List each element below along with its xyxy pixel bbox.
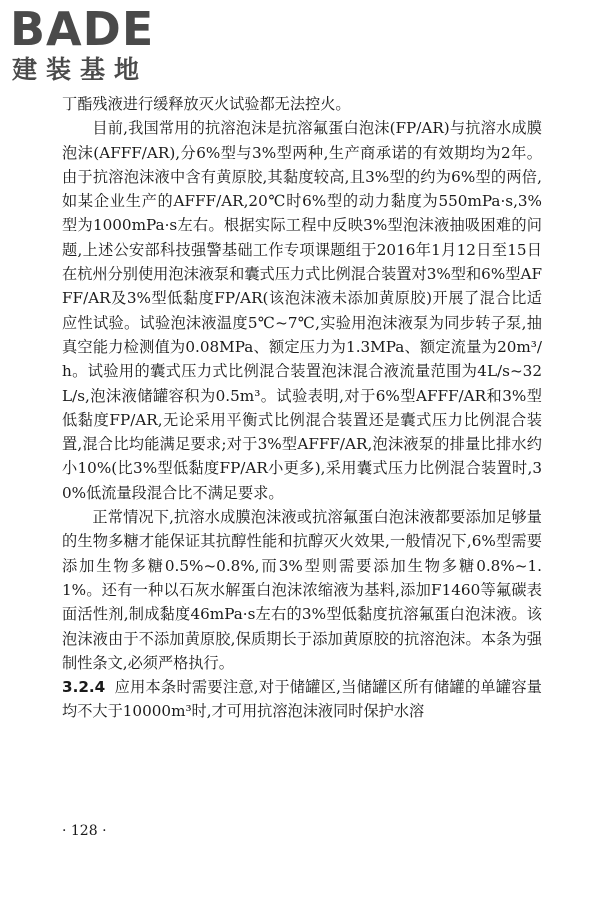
clause-text: 应用本条时需要注意,对于储罐区,当储罐区所有储罐的单罐容量均不大于10000m³时,才可用抗溶泡沫液同时保护水溶 xyxy=(62,678,542,721)
paragraph-continued: 丁酯残液进行缓释放灭火试验都无法控火。 xyxy=(62,95,351,113)
paragraph-foam-types: 目前,我国常用的抗溶泡沫是抗溶氟蛋白泡沫(FP/AR)与抗溶水成膜泡沫(AFFF/AR),分6%型与3%型两种,生产商承诺的有效期均为2年。由于抗溶泡沫液中含有黄原胶,其黏度较高,且3%型的约为6%型的两倍,如某企业生产的AFFF/AR,20℃时6%型的动力黏度为550mPa·s,3%型为1000mPa·s左右。根据实际工程中反映3%型泡沫液抽吸困难的问题,上述公安部科技强警基础工作专项课题组于2016年1月12日至15日在杭州分别使用泡沫液泵和囊式压力式比例混合装置对3%型和6%型AFFF/AR及3%型低黏度FP/AR(该泡沫液未添加黄原胶)开展了混合比适应性试验。试验泡沫液温度5℃~7℃,实验用泡沫液泵为同步转子泵,抽真空能力检测值为0.08MPa、额定压力为1.3MPa、额定流量为20m³/h。试验用的囊式压力式比例混合装置泡沫混合液流量范围为4L/s~32L/s,泡沫液储罐容积为0.5m³。试验表明,对于6%型AFFF/AR和3%型低黏度FP/AR,无论采用平衡式比例混合装置还是囊式压力比例混合装置,混合比均能满足要求;对于3%型AFFF/AR,泡沫液泵的排量比排水约小10%(比3%型低黏度FP/AR小更多),采用囊式压力比例混合装置时,30%低流量段混合比不满足要求。 xyxy=(62,119,542,502)
clause-number: 3.2.4 xyxy=(62,678,106,697)
document-body xyxy=(62,92,542,724)
logo xyxy=(10,2,180,88)
clause-paragraph xyxy=(62,675,542,724)
paragraph-polysaccharide: 正常情况下,抗溶水成膜泡沫液或抗溶氟蛋白泡沫液都要添加足够量的生物多糖才能保证其抗醇性能和抗醇灭火效果,一般情况下,6%型需要添加生物多糖0.5%~0.8%,而3%型则需要添加生物多糖0.8%~1.1%。还有一种以石灰水解蛋白泡沫浓缩液为基料,添加F1460等氟碳表面活性剂,制成黏度46mPa·s左右的3%型低黏度抗溶氟蛋白泡沫液。该泡沫液由于不添加黄原胶,保质期长于添加黄原胶的抗溶泡沫。本条为强制性条文,必须严格执行。 xyxy=(62,508,542,672)
logo-subtitle: 建装基地 xyxy=(12,55,149,84)
page-number: · 128 · xyxy=(62,823,107,839)
logo-wordmark: BADE xyxy=(10,2,155,56)
